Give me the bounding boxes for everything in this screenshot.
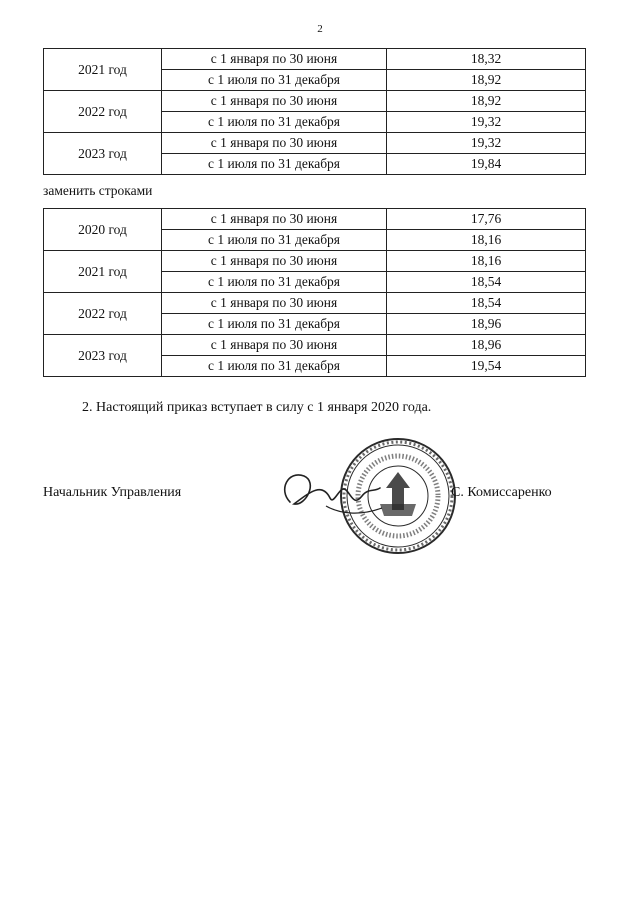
year-cell: 2023 год	[44, 133, 162, 175]
table-row	[44, 293, 586, 314]
period-cell: с 1 января по 30 июня	[162, 209, 387, 230]
replace-label: заменить строками	[43, 183, 153, 198]
value-cell: 19,54	[387, 356, 586, 377]
value-cell: 18,32	[387, 49, 586, 70]
period-cell: с 1 января по 30 июня	[162, 251, 387, 272]
rates-table-new-body	[44, 209, 586, 377]
table-row	[44, 133, 586, 154]
table-row	[44, 49, 586, 70]
page-number: 2	[317, 23, 323, 35]
year-cell: 2022 год	[44, 293, 162, 335]
period-cell: с 1 января по 30 июня	[162, 293, 387, 314]
period-cell: с 1 января по 30 июня	[162, 133, 387, 154]
rates-table-old	[43, 48, 586, 175]
period-cell: с 1 июля по 31 декабря	[162, 112, 387, 133]
period-cell: с 1 июля по 31 декабря	[162, 356, 387, 377]
year-cell: 2021 год	[44, 49, 162, 91]
value-cell: 18,54	[387, 272, 586, 293]
year-cell: 2020 год	[44, 209, 162, 251]
value-cell: 18,92	[387, 70, 586, 91]
table-row	[44, 91, 586, 112]
period-cell: с 1 июля по 31 декабря	[162, 154, 387, 175]
value-cell: 19,32	[387, 133, 586, 154]
table-row	[44, 209, 586, 230]
period-cell: с 1 июля по 31 декабря	[162, 70, 387, 91]
period-cell: с 1 июля по 31 декабря	[162, 314, 387, 335]
value-cell: 18,96	[387, 314, 586, 335]
value-cell: 18,96	[387, 335, 586, 356]
signatory-name: С. Комиссаренко	[451, 485, 552, 500]
year-cell: 2023 год	[44, 335, 162, 377]
period-cell: с 1 июля по 31 декабря	[162, 230, 387, 251]
table-row	[44, 251, 586, 272]
value-cell: 18,16	[387, 251, 586, 272]
period-cell: с 1 января по 30 июня	[162, 91, 387, 112]
value-cell: 18,92	[387, 91, 586, 112]
rates-table-new	[43, 208, 586, 377]
value-cell: 18,16	[387, 230, 586, 251]
period-cell: с 1 января по 30 июня	[162, 49, 387, 70]
rates-table-old-body	[44, 49, 586, 175]
table-row	[44, 335, 586, 356]
value-cell: 19,84	[387, 154, 586, 175]
year-cell: 2021 год	[44, 251, 162, 293]
handwritten-signature-icon	[270, 462, 390, 522]
clause-2-text: 2. Настоящий приказ вступает в силу с 1 января 2020 года.	[82, 400, 432, 415]
signatory-title: Начальник Управления	[43, 485, 182, 500]
year-cell: 2022 год	[44, 91, 162, 133]
value-cell: 18,54	[387, 293, 586, 314]
value-cell: 19,32	[387, 112, 586, 133]
value-cell: 17,76	[387, 209, 586, 230]
period-cell: с 1 января по 30 июня	[162, 335, 387, 356]
period-cell: с 1 июля по 31 декабря	[162, 272, 387, 293]
